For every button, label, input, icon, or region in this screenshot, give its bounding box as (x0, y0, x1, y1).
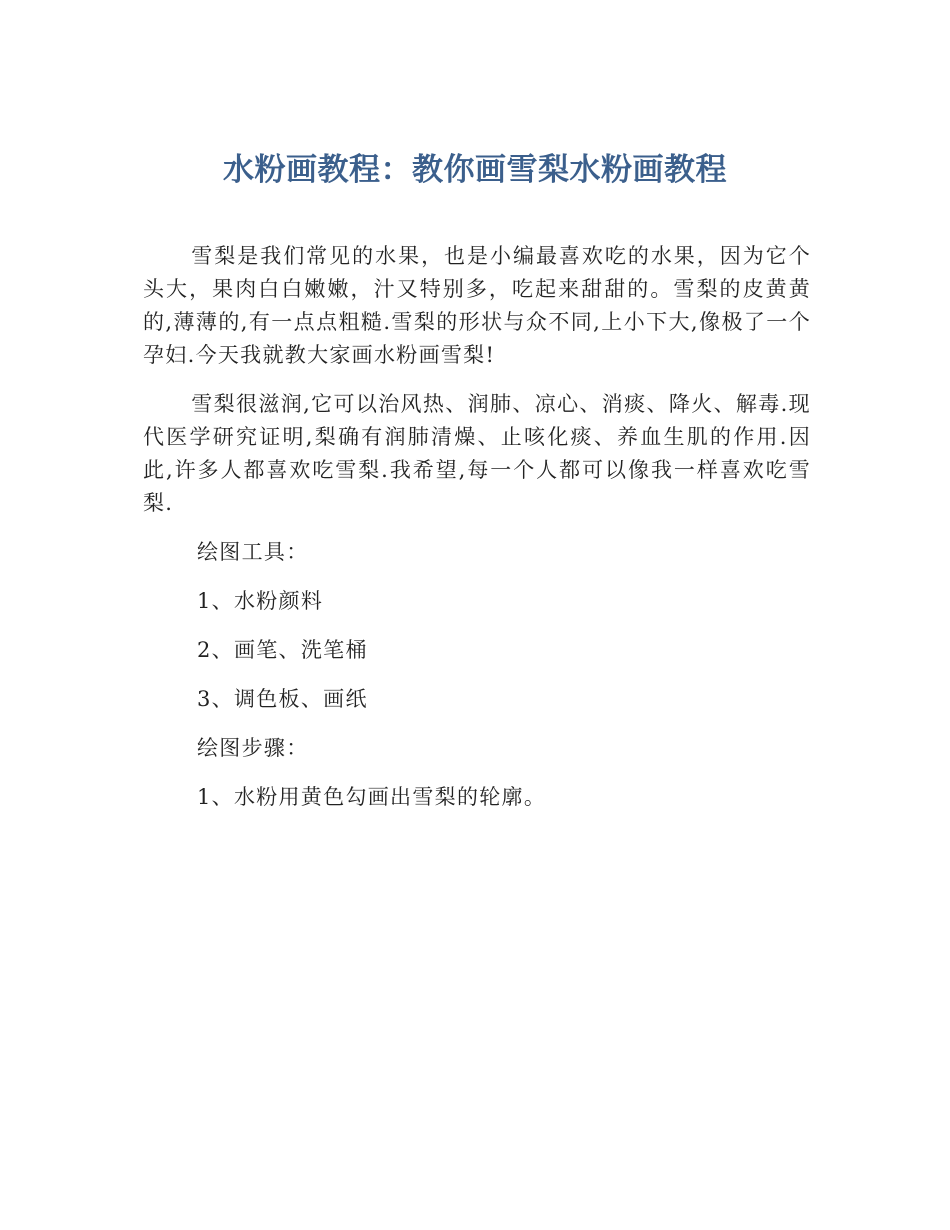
step-item: 1、水粉用黄色勾画出雪梨的轮廓。 (197, 785, 547, 809)
document-body (143, 240, 811, 830)
tool-item: 3、调色板、画纸 (197, 687, 368, 711)
benefits-paragraph: 雪梨很滋润,它可以治风热、润肺、凉心、消痰、降火、解毒.现代医学研究证明,梨确有润肺清燥、止咳化痰、养血生肌的作用.因此,许多人都喜欢吃雪梨.我希望,每一个人都可以像我一样喜欢吃雪梨. (143, 392, 811, 515)
tool-item: 2、画笔、洗笔桶 (197, 638, 368, 662)
tool-item: 1、水粉颜料 (197, 589, 324, 613)
intro-paragraph: 雪梨是我们常见的水果，也是小编最喜欢吃的水果，因为它个头大，果肉白白嫩嫩，汁又特别多，吃起来甜甜的。雪梨的皮黄黄的,薄薄的,有一点点粗糙.雪梨的形状与众不同,上小下大,像极了一个孕妇.今天我就教大家画水粉画雪梨! (143, 244, 811, 367)
tools-heading: 绘图工具： (197, 540, 309, 564)
document-title: 水粉画教程：教你画雪梨水粉画教程 (223, 152, 727, 188)
steps-heading: 绘图步骤： (197, 736, 309, 760)
